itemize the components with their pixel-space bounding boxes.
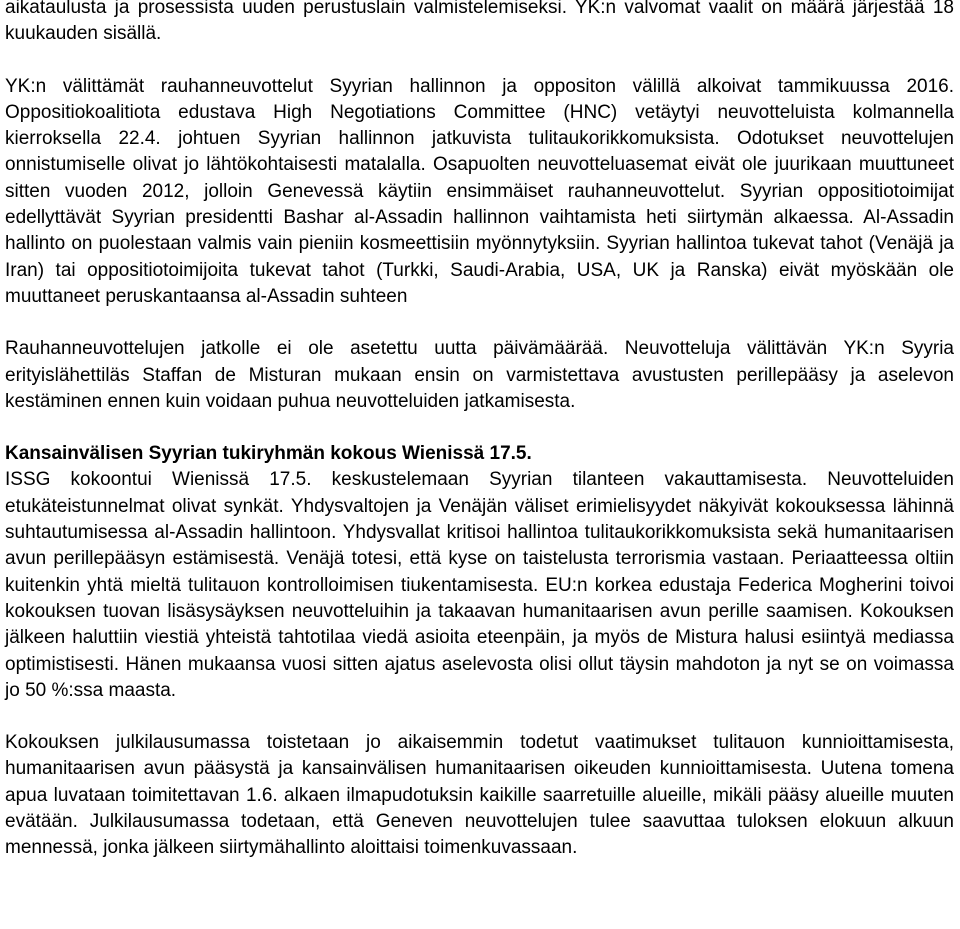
paragraph-peace-talks: YK:n välittämät rauhanneuvottelut Syyrian hallinnon ja oppositon välillä alkoivat tammikuussa 2016. Oppositiokoalitiota edustava High Negotiations Committee (HNC) vetäytyi neuvotteluista kolmannella kierroksella 22.4. johtuen Syyrian hallinnon jatkuvista tulitaukorikkomuksista. Odotukset neuvottelujen onnistumiselle olivat jo lähtökohtaisesti matalalla. Osapuolten neuvotteluasemat eivät ole juurikaan muuttuneet sitten vuoden 2012, jolloin Genevessä käytiin ensimmäiset rauhanneuvottelut. Syyrian oppositiotoimijat edellyttävät Syyrian presidentti Bashar al-Assadin hallinnon vaihtamista heti siirtymän alkaessa. Al-Assadin hallinto on puolestaan valmis vain pieniin kosmeettisiin myönnytyksiin. Syyrian hallintoa tukevat tahot (Venäjä ja Iran) tai oppositiotoimijoita tukevat tahot (Turkki, Saudi-Arabia, USA, UK ja Ranska) eivät myöskään ole muuttaneet peruskantaansa al-Assadin suhteen (5, 75, 954, 307)
paragraph-talks-continuation: Rauhanneuvottelujen jatkolle ei ole asetettu uutta päivämäärää. Neuvotteluja välittävän YK:n Syyria erityislähettiläs Staffan de Misturan mukaan ensin on varmistettava avustusten perillepääsy ja aselevon kestäminen ennen kuin voidaan puhua neuvotteluiden jatkamisesta. (5, 338, 954, 412)
paragraph-election-timeline: aikataulusta ja prosessista uuden perustuslain valmistelemiseksi. YK:n valvomat vaalit on määrä järjestää 18 kuukauden sisällä. (5, 0, 954, 45)
paragraph-joint-statement: Kokouksen julkilausumassa toistetaan jo aikaisemmin todetut vaatimukset tulitauon kunnioittamisesta, humanitaarisen avun pääsystä ja kansainvälisen humanitaarisen oikeuden kunnioittamisesta. Uutena tomena apua luvataan toimitettavan 1.6. alkaen ilmapudotuksin kaikille saarretuille alueille, mikäli pääsy alueille muuten evätään. Julkilausumassa todetaan, että Geneven neuvottelujen tulee saavuttaa tuloksen elokuun alkuun mennessä, jonka jälkeen siirtymähallinto aloittaisi toimenkuvassaan. (5, 732, 954, 859)
paragraph-issg-meeting: ISSG kokoontui Wienissä 17.5. keskustelemaan Syyrian tilanteen vakauttamisesta. Neuvotteluiden etukäteistunnelmat olivat synkät. Yhdysvaltojen ja Venäjän väliset erimielisyydet näkyivät kokouksessa lähinnä suhtautumisessa al-Assadin hallintoon. Yhdysvallat kritisoi hallintoa tulitaukorikkomuksista sekä humanitaarisen avun perillepääsyn estämisestä. Venäjä totesi, että kyse on taistelusta terrorismia vastaan. Periaatteessa oltiin kuitenkin yhtä mieltä tulitauon kontrolloimisen tiukentamisesta. EU:n korkea edustaja Federica Mogherini toivoi kokouksen tuovan lisäsysäyksen neuvotteluihin ja takaavan humanitaarisen avun perille saamisen. Kokouksen jälkeen haluttiin viestiä yhteistä tahtotilaa viedä asioita eteenpäin, ja myös de Mistura halusi esiintyä mediassa optimistisesti. Hänen mukaansa vuosi sitten ajatus aselevosta olisi ollut täysin mahdoton ja nyt se on voimassa jo 50 %:ssa maasta. (5, 469, 954, 701)
section-heading: Kansainvälisen Syyrian tukiryhmän kokous Wienissä 17.5. (5, 443, 532, 465)
